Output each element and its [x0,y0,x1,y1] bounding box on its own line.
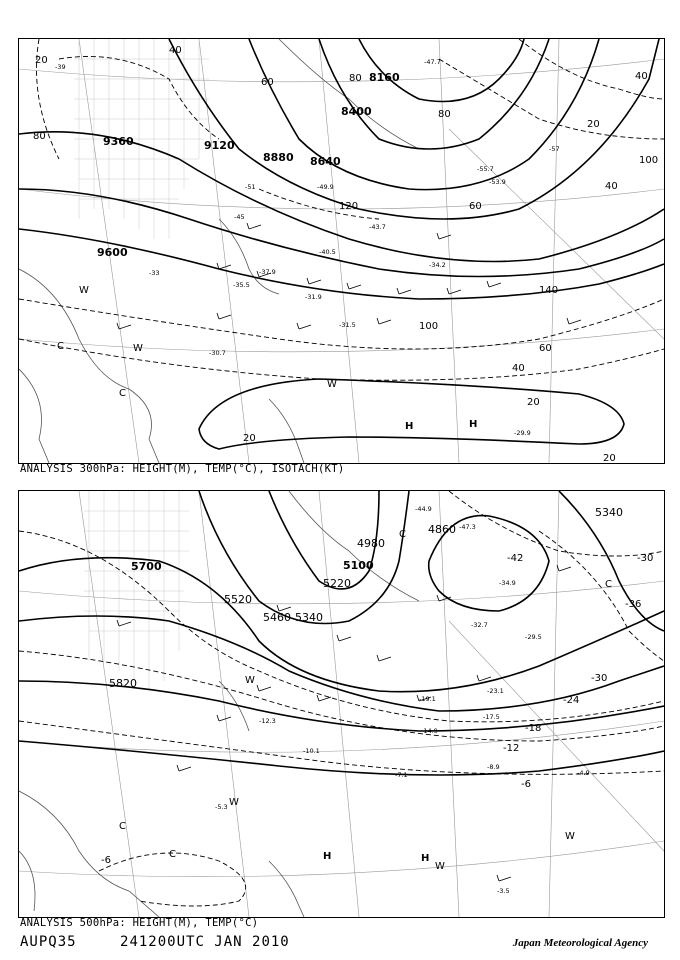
center-marker: C [399,529,406,540]
map-panel-500hpa [18,490,665,918]
center-marker: W [327,379,337,390]
isotach-label: 40 [605,181,618,192]
center-marker: W [229,797,239,808]
isotach-label: 40 [169,45,182,56]
height-label: 9360 [103,135,134,148]
map-300hpa-canvas [19,39,664,463]
temp-label: -35.5 [233,281,250,289]
height-label: 5100 [343,559,374,572]
center-marker: C [605,579,612,590]
height-label: 4860 [428,523,456,536]
center-marker: H [421,853,430,864]
station-value: -23.1 [487,687,504,695]
product-code: AUPQ35 [20,934,77,950]
height-label: 9120 [204,139,235,152]
isotherm-label: -6 [521,779,531,790]
temp-label: -51 [245,183,256,191]
valid-time: 241200UTC JAN 2010 [120,934,290,950]
station-value: -34.9 [499,579,516,587]
isotach-label: 20 [35,55,48,66]
isotherm-label: -30 [637,553,654,564]
isotach-label: 80 [33,131,46,142]
height-label: 5700 [131,560,162,573]
chart-identifier [20,934,324,950]
isotherm-label: -6 [101,855,111,866]
temp-label: -37.9 [259,268,276,276]
station-value: -8.9 [487,763,500,771]
station-value: -10.1 [303,747,320,755]
isotach-label: 20 [243,433,256,444]
isotach-label: 60 [539,343,552,354]
isotach-label: 60 [261,77,274,88]
center-marker: C [169,849,176,860]
station-values [215,505,590,895]
isotach-label: 80 [349,73,362,84]
isotach-label: 140 [539,285,559,296]
station-value: -29.5 [525,633,542,641]
temp-label: -29.9 [514,429,531,437]
center-marker: C [119,388,126,399]
pressure-centers [119,529,612,872]
station-value: -3.5 [497,887,510,895]
isotach-label: 100 [419,321,439,332]
height-label: 5340 [295,611,323,624]
wind-barbs [117,565,571,881]
temp-label: -45 [234,213,245,221]
height-label: 5520 [224,593,252,606]
center-marker: W [245,675,255,686]
center-marker: W [133,343,143,354]
isotach-label: 20 [603,453,616,463]
temp-label: -47.7 [424,58,441,66]
height-label: 5820 [109,677,137,690]
height-contours [19,39,664,449]
height-label: 8160 [369,71,400,84]
map-panel-300hpa [18,38,665,464]
isotach-label: 40 [512,363,525,374]
temp-label: -57 [549,145,560,153]
isotach-label: 20 [527,397,540,408]
pressure-centers [57,285,477,432]
temp-label: -53.9 [489,178,506,186]
isotach-label: 40 [635,71,648,82]
temp-label: -43.7 [369,223,386,231]
center-marker: W [565,831,575,842]
station-value: -5.3 [215,803,228,811]
temp-label: -33 [149,269,160,277]
panel-caption-500hpa: ANALYSIS 500hPa: HEIGHT(M), TEMP(°C) [20,917,259,929]
temp-label: -31.5 [339,321,356,329]
isotach-label: 80 [438,109,451,120]
temp-label: -49.9 [317,183,334,191]
station-value: -4.9 [577,769,590,777]
center-marker: C [119,821,126,832]
isotach-label: 120 [339,201,359,212]
center-marker: W [79,285,89,296]
center-marker: H [323,851,332,862]
center-marker: C [57,341,64,352]
coastlines [19,491,419,917]
isotach-label: 100 [639,155,659,166]
agency-credit: Japan Meteorological Agency [512,937,648,949]
isotherm-label: -36 [625,599,642,610]
center-marker: H [405,421,414,432]
station-value: -47.3 [459,523,476,531]
height-label: 4980 [357,537,385,550]
height-label: 5220 [323,577,351,590]
station-value: -7.1 [395,771,408,779]
height-label: 8400 [341,105,372,118]
height-label: 9600 [97,246,128,259]
temp-label: -34.2 [429,261,446,269]
isotherm-label: -24 [563,695,580,706]
temp-label: -31.9 [305,293,322,301]
height-label: 8880 [263,151,294,164]
isotach-label: 60 [469,201,482,212]
terrain-hatch [74,39,209,239]
station-value: -19.1 [419,695,436,703]
station-value: -14.9 [421,727,438,735]
isotherm-label: -30 [591,673,608,684]
height-label: 5460 [263,611,291,624]
height-label: 5340 [595,506,623,519]
station-value: -17.5 [483,713,500,721]
map-500hpa-canvas [19,491,664,917]
isotherm-label: -12 [503,743,520,754]
center-marker: W [435,861,445,872]
isotherm-label: -42 [507,553,524,564]
center-marker: H [469,419,478,430]
isotach-label: 20 [587,119,600,130]
isotherm-label: -18 [525,723,542,734]
station-value: -12.3 [259,717,276,725]
temp-label: -55.7 [477,165,494,173]
temp-label: -40.5 [319,248,336,256]
temp-label: -30.7 [209,349,226,357]
height-label: 8640 [310,155,341,168]
temp-label: -39 [55,63,66,71]
station-value: -32.7 [471,621,488,629]
panel-caption-300hpa: ANALYSIS 300hPa: HEIGHT(M), TEMP(°C), ISOTACH(KT) [20,463,345,475]
station-value: -44.9 [415,505,432,513]
